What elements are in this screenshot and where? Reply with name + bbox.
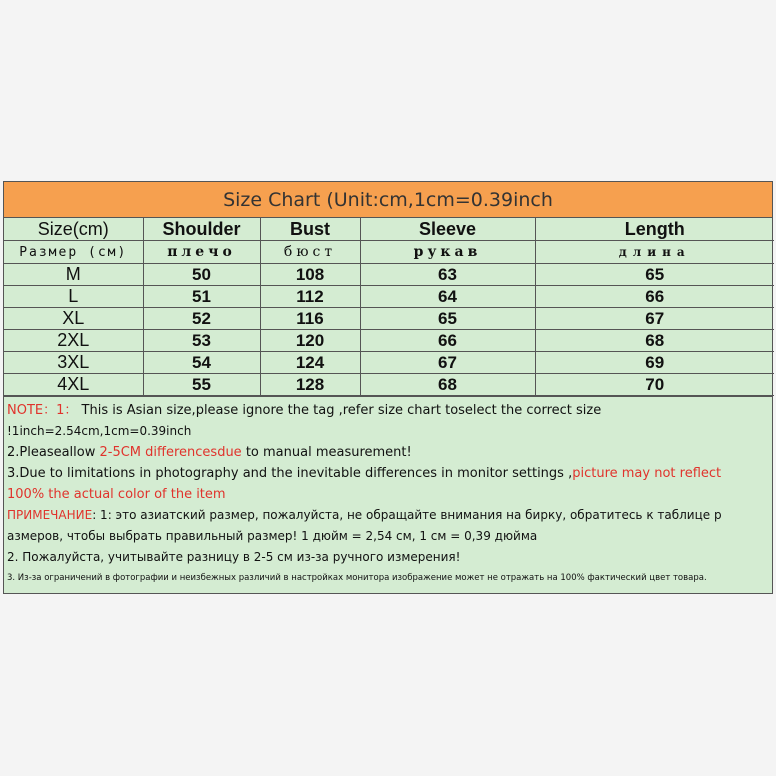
ru-header-sleeve: рукав [360,241,535,264]
cell-size: M [4,264,143,286]
ru-note-line-1b: азмеров, чтобы выбрать правильный размер! 1 дюйм = 2,54 см, 1 см = 0,39 дюйма [7,529,538,543]
cell-shoulder: 54 [143,352,260,374]
cell-size: XL [4,308,143,330]
cell-shoulder: 51 [143,286,260,308]
chart-title: Size Chart (Unit:cm,1cm=0.39inch [4,182,772,218]
size-chart [3,181,773,594]
size-table [4,218,774,396]
ru-header-row [4,241,774,264]
cell-sleeve: 63 [360,264,535,286]
note-text: 2.Pleaseallow [7,445,100,460]
cell-length: 65 [535,264,774,286]
cell-length: 70 [535,374,774,396]
cell-length: 67 [535,308,774,330]
note-line-1 [7,400,768,421]
note-text: This is Asian size,please ignore the tag ,refer size chart toselect the correct size [77,403,602,418]
ru-header-bust: бюст [260,241,360,264]
note-label: NOTE：1： [7,403,78,418]
cell-shoulder: 52 [143,308,260,330]
cell-length: 66 [535,286,774,308]
ru-note-text: : 1: это азиатский размер, пожалуйста, не обращайте внимания на бирку, обратитесь к таблице р [92,508,722,522]
table-row [4,286,774,308]
cell-shoulder: 53 [143,330,260,352]
table-row [4,264,774,286]
ru-note-label: ПРИМЕЧАНИЕ [7,508,93,522]
cell-shoulder: 55 [143,374,260,396]
cell-size: 4XL [4,374,143,396]
cell-sleeve: 66 [360,330,535,352]
ru-header-size: Размер (см) [4,241,143,264]
cell-bust: 120 [260,330,360,352]
table-row [4,352,774,374]
note-highlight: 2-5CM differencesdue [99,445,242,460]
ru-note-line-3: 3. Из-за ограничений в фотографии и неизбежных различий в настройках монитора изображение может не отражать на 100% фактический цвет товара. [7,573,707,583]
table-row [4,330,774,352]
header-size: Size(cm) [4,218,143,241]
note-line-1b: !1inch=2.54cm,1cm=0.39inch [7,424,192,438]
cell-length: 69 [535,352,774,374]
notes-section [4,396,772,593]
cell-size: L [4,286,143,308]
cell-bust: 108 [260,264,360,286]
table-row [4,308,774,330]
note-text: 3.Due to limitations in photography and the inevitable differences in monitor settings , [7,466,573,481]
cell-length: 68 [535,330,774,352]
ru-note-line-1 [7,505,768,526]
note-line-3b: 100% the actual color of the item [7,487,226,502]
note-highlight: picture may not reflect [572,466,722,481]
cell-sleeve: 68 [360,374,535,396]
cell-bust: 116 [260,308,360,330]
cell-sleeve: 65 [360,308,535,330]
cell-sleeve: 64 [360,286,535,308]
note-line-3 [7,463,768,484]
cell-shoulder: 50 [143,264,260,286]
cell-size: 2XL [4,330,143,352]
header-bust: Bust [260,218,360,241]
cell-bust: 124 [260,352,360,374]
note-line-2 [7,442,768,463]
cell-size: 3XL [4,352,143,374]
table-row [4,374,774,396]
ru-note-line-2: 2. Пожалуйста, учитывайте разницу в 2-5 см из-за ручного измерения! [7,550,461,564]
cell-bust: 112 [260,286,360,308]
cell-bust: 128 [260,374,360,396]
header-length: Length [535,218,774,241]
header-sleeve: Sleeve [360,218,535,241]
header-shoulder: Shoulder [143,218,260,241]
cell-sleeve: 67 [360,352,535,374]
note-text: to manual measurement! [241,445,412,460]
ru-header-shoulder: плечо [143,241,260,264]
header-row [4,218,774,241]
ru-header-length: длина [535,241,774,264]
